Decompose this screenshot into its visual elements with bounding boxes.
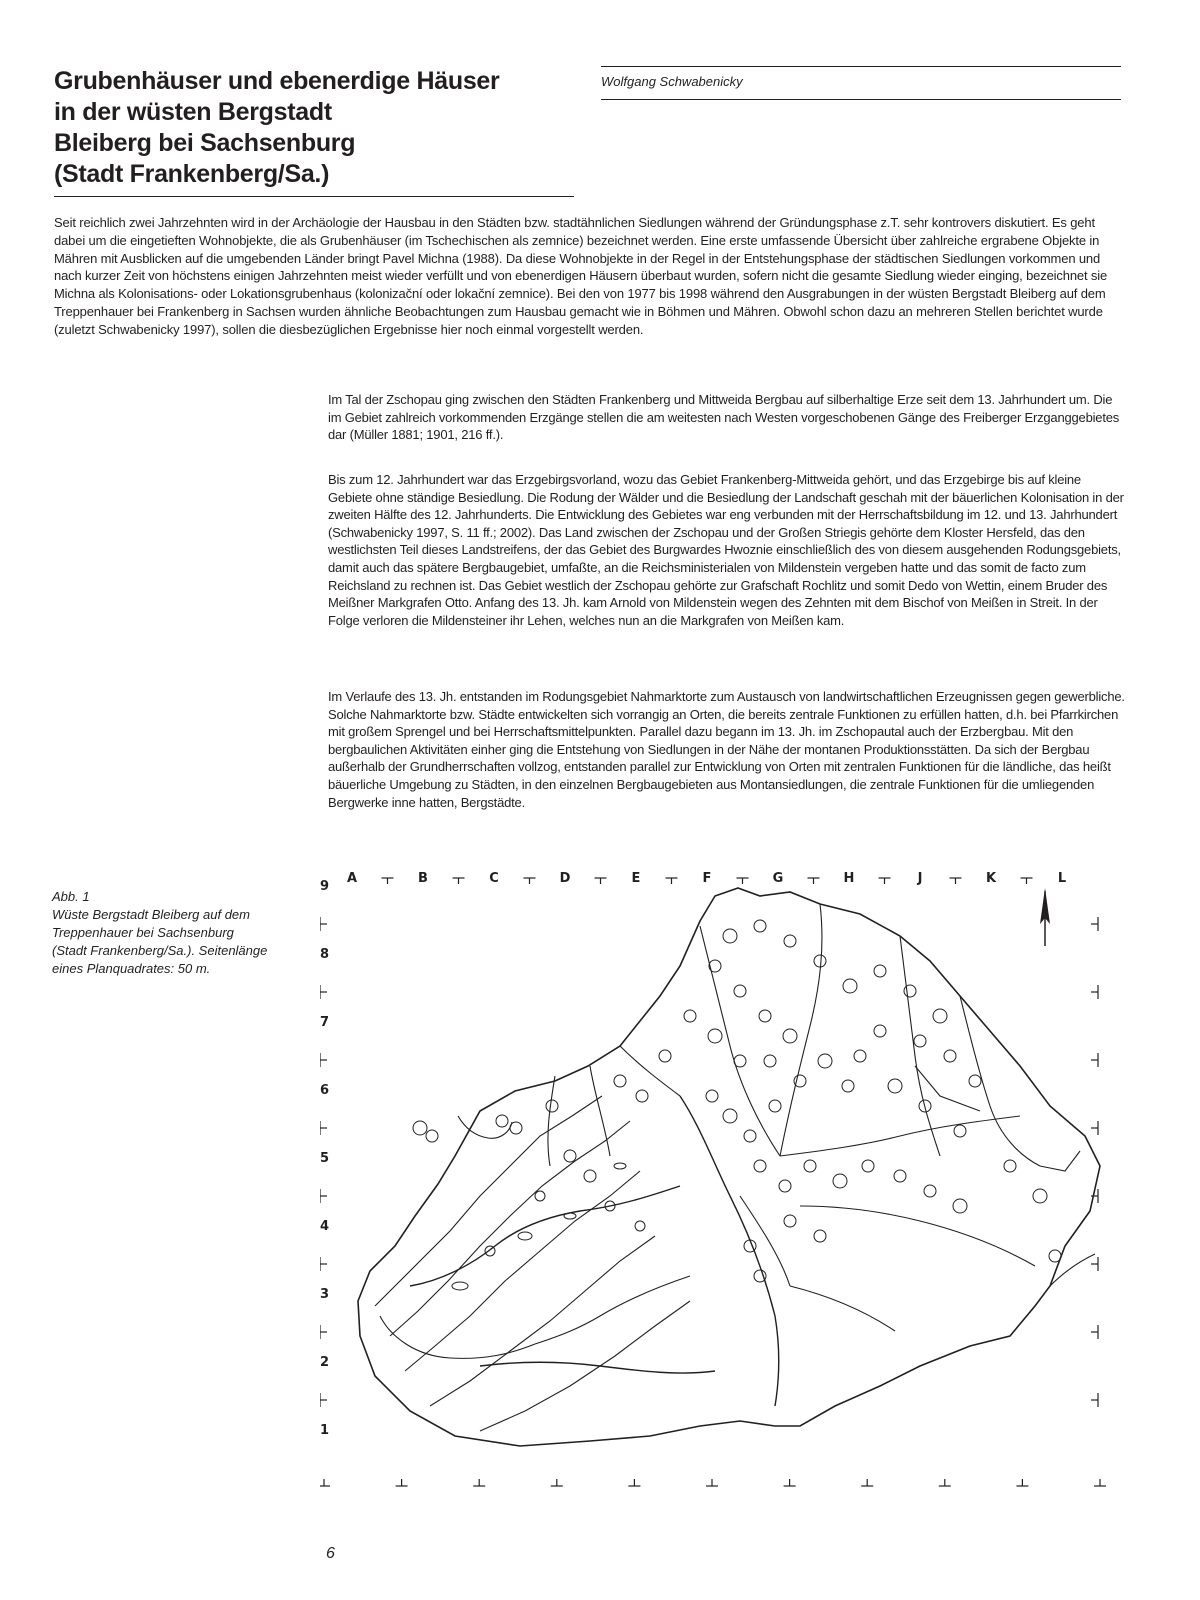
article-title <box>54 66 574 197</box>
grid-row-label: 3 <box>320 1287 330 1302</box>
figure-caption <box>52 888 287 978</box>
grid-column-label: E <box>631 871 641 886</box>
grid-column-label: B <box>418 871 428 886</box>
title-line: Grubenhäuser und ebenerdige Häuser <box>54 67 500 95</box>
title-line: in der wüsten Bergstadt <box>54 98 332 126</box>
grid-row-label: 2 <box>320 1355 330 1370</box>
caption-label: Abb. 1 <box>52 889 90 904</box>
site-map-figure <box>320 866 1120 1516</box>
north-arrow-icon <box>1040 888 1050 946</box>
caption-line: (Stadt Frankenberg/Sa.). Seitenlänge <box>52 943 268 958</box>
grid-row-label: 7 <box>320 1015 330 1030</box>
grid-row-label: 9 <box>320 879 330 894</box>
grid-column-label: K <box>985 871 997 886</box>
grid-column-label: G <box>772 871 784 886</box>
grid-row-labels <box>320 879 329 1438</box>
grid-row-label: 6 <box>320 1083 330 1098</box>
grid-column-label: F <box>702 871 712 886</box>
page-number: 6 <box>326 1545 335 1562</box>
grid-column-label: C <box>489 871 499 886</box>
grid-column-label: L <box>1057 871 1067 886</box>
grid-row-label: 1 <box>320 1423 330 1438</box>
author-name: Wolfgang Schwabenicky <box>601 74 743 89</box>
body-paragraph: Im Verlaufe des 13. Jh. entstanden im Rodungsgebiet Nahmarktorte zum Austausch von landwirtschaftlichen Erzeugnissen gegen gewerbliche. Solche Nahmarktorte bzw. Städte entwickelten sich vorrangig an Orten, die bereits zentrale Funktionen zu erfüllen hatten, d.h. bei Pfarrkirchen mit großem Sprengel und bei Herrschaftsmittelpunkten. Parallel dazu begann im 13. Jh. im Zschopautal auch der Erzbergbau. Mit den bergbaulichen Aktivitäten einher ging die Entstehung von Siedlungen in der Nähe der montanen Produktionsstätten. Da sich der Bergbau außerhalb der Grundherrschaften vollzog, entstanden parallel zur Entwicklung von Orten mit zentralen Funktionen für die ländliche, das heißt bäuerliche Umgebung zu Städten, in den einzelnen Bergbaugebieten aus Montansiedlungen, die zentrale Funktionen für die umliegenden Bergwerke inne hatten, Bergstädte. <box>328 689 1125 810</box>
grid-column-label: D <box>559 871 571 886</box>
caption-line: eines Planquadrates: 50 m. <box>52 961 211 976</box>
title-line: Bleiberg bei Sachsenburg <box>54 129 356 157</box>
grid-frame <box>320 878 1106 1486</box>
body-paragraph: Im Tal der Zschopau ging zwischen den Städten Frankenberg und Mittweida Bergbau auf silberhaltige Erze seit dem 13. Jahrhundert um. Die im Gebiet zahlreich vorkommenden Erzgänge stellen die am weitesten nach Westen vorgeschobenen Gänge des Freiberger Erzganggebietes dar (Müller 1881; 1901, 216 ff.). <box>328 392 1120 443</box>
grid-column-label: H <box>843 871 855 886</box>
grid-row-label: 8 <box>320 947 330 962</box>
grid-row-label: 4 <box>320 1219 330 1234</box>
grid-column-label: J <box>917 871 923 886</box>
intro-paragraph: Seit reichlich zwei Jahrzehnten wird in der Archäologie der Hausbau in den Städten bzw. stadtähnlichen Siedlungen während der Gründungsphase z.T. sehr kontrovers diskutiert. Es geht dabei um die eingetieften Wohnobjekte, die als Grubenhäuser (im Tschechischen als zemnice) bezeichnet werden. Eine erste umfassende Übersicht über zahlreiche ergrabene Objekte in Mähren mit Ausblicken auf die umgebenden Länder bringt Pavel Michna (1988). Da diese Wohnobjekte in der Regel in der Entstehungsphase der städtischen Siedlungen vorkommen und nach kurzer Zeit von höchstens einigen Jahrzehnten meist wieder verfüllt und von ebenerdigen Häusern überbaut wurden, sofern nicht die gesamte Siedlung wieder einging, bezeichnet sie Michna als Kolonisations- oder Lokationsgrubenhaus (kolonizační oder lokační zemnice). Bei den von 1977 bis 1998 während den Ausgrabungen in der wüsten Bergstadt Bleiberg auf dem Treppenhauer bei Frankenberg in Sachsen wurden ähnliche Beobachtungen zum Hausbau gemacht wie in Böhmen und Mähren. Obwohl schon dazu an mehreren Stellen berichtet wurde (zuletzt Schwabenicky 1997), sollen die diesbezüglichen Ergebnisse hier noch einmal vorgestellt werden. <box>54 215 1108 337</box>
body-paragraph: Bis zum 12. Jahrhundert war das Erzgebirgsvorland, wozu das Gebiet Frankenberg-Mittweida gehört, und das Erzgebirge bis auf kleine Gebiete ohne ständige Besiedlung. Die Rodung der Wälder und die Besiedlung der Landschaft geschah mit der bäuerlichen Kolonisation in der zweiten Hälfte des 12. Jahrhunderts. Die Entwicklung des Gebietes war eng verbunden mit der Herrschaftsbildung im 12. und 13. Jahrhundert (Schwabenicky 1997, S. 11 ff.; 2002). Das Land zwischen der Zschopau und der Großen Striegis gehörte dem Kloster Hersfeld, das den westlichsten Teil dieses Landstreifens, der das Gebiet des Burgwardes Hwoznie einschließlich des von diesem ausgehenden Rodungsgebiets, damit auch das spätere Bergbaugebiet, umfaßte, an die Reichsministerialen von Mildenstein vergeben hatte und das somit de facto zum Reichsland zu rechnen ist. Das Gebiet westlich der Zschopau gehörte zur Grafschaft Rochlitz und somit Dedo von Wettin, einem Bruder des Meißner Markgrafen Otto. Anfang des 13. Jh. kam Arnold von Mildenstein wegen des Zehnten mit dem Bischof von Meißen in Streit. In der Folge verloren die Mildensteiner ihr Lehen, welches nun an die Markgrafen von Meißen kam. <box>328 472 1124 628</box>
site-plan-drawing <box>358 888 1100 1446</box>
grid-column-label: A <box>346 871 358 886</box>
caption-line: Treppenhauer bei Sachsenburg <box>52 925 234 940</box>
title-line: (Stadt Frankenberg/Sa.) <box>54 160 330 188</box>
caption-line: Wüste Bergstadt Bleiberg auf dem <box>52 907 250 922</box>
author-block <box>601 66 1121 100</box>
grid-row-label: 5 <box>320 1151 330 1166</box>
